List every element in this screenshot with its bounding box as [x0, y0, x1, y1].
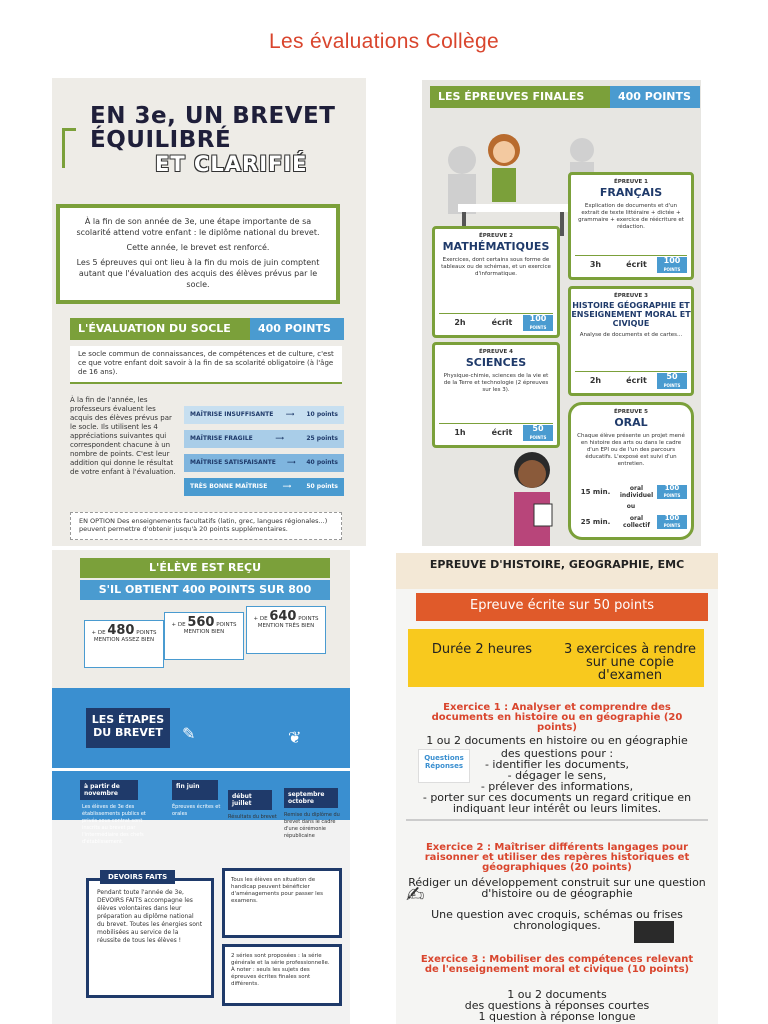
level-points: 40 points [306, 459, 338, 466]
epreuve-number: ÉPREUVE 3 [613, 293, 648, 299]
epreuve-duration: 1h [454, 428, 466, 437]
intro-text-2: Cette année, le brevet est renforcé. [126, 243, 270, 252]
eleve-recu-panel [52, 550, 350, 690]
panel1-title [90, 104, 335, 152]
epreuves-finales-panel [422, 80, 701, 546]
exercise3-text: 1 ou 2 documents des questions à réponses courtes 1 question à réponse longue [464, 988, 650, 1023]
epreuve-duration: 2h [454, 318, 466, 327]
step-text: Les élèves de 3e des établissements publics et privés sous contrat sont inscrits au brevet par l'intermédiaire des chefs d'établissement. [82, 804, 146, 845]
epreuve-number: ÉPREUVE 5 [613, 409, 648, 415]
arrow-icon: ⟶ [285, 411, 295, 418]
devoirs-faits-title: DEVOIRS FAITS [100, 870, 175, 884]
etapes-title: LES ÉTAPES DU BREVET [86, 708, 170, 748]
step-text: Résultats du brevet [228, 814, 277, 820]
mention-value: 560 [187, 615, 215, 630]
epreuve-type: oral collectif [623, 515, 650, 529]
step-text: Épreuves écrites et orales [172, 804, 221, 817]
histoire-geo-panel [396, 553, 718, 1024]
level-row [184, 478, 344, 496]
panel1-title-line3: ET CLARIFIÉ [155, 152, 308, 176]
mention-label: MENTION TRÈS BIEN [257, 623, 315, 629]
epreuve-type: oral individuel [619, 485, 654, 499]
level-label: MAÎTRISE INSUFFISANTE [190, 411, 274, 418]
epreuve-card-oral [568, 402, 694, 540]
epreuve-subject: HISTOIRE GÉOGRAPHIE ET ENSEIGNEMENT MORAL ET CIVIQUE [571, 301, 691, 328]
epreuve-type: écrit [491, 428, 513, 437]
level-points: 50 points [306, 483, 338, 490]
timeline-image [634, 921, 674, 943]
epreuve-desc: Physique-chimie, sciences de la vie et de la Terre et technologie (2 épreuves sur les 3). [443, 373, 549, 393]
exercise2-text: Rédiger un développement construit sur une question d'histoire ou de géographie Une question avec croquis, schémas ou frises chronologiques. [408, 876, 706, 932]
epreuve-type: écrit [626, 376, 647, 385]
series-box: 2 séries sont proposées : la série générale et la série professionnelle. À noter : seuls les sujets des épreuves écrites finales sont différents. [222, 944, 342, 1006]
epreuves-band: LES ÉPREUVES FINALES [430, 86, 610, 108]
level-points: 25 points [306, 435, 338, 442]
epreuve-card-maths [432, 226, 560, 338]
recu-band: L'ÉLÈVE EST REÇU [80, 558, 330, 578]
step-date: septembre octobre [284, 788, 338, 808]
histoire-geo-points: Epreuve écrite sur 50 points [416, 593, 708, 621]
step-date: à partir de novembre [80, 780, 138, 800]
step-text: Remise du diplôme du brevet dans le cadre d'une cérémonie républicaine [284, 812, 340, 839]
level-label: TRÈS BONNE MAÎTRISE [190, 483, 268, 490]
exercise1-title: Exercice 1 : Analyser et comprendre des documents en histoire ou en géographie (20 points) [431, 702, 683, 733]
panel1-title-line1: EN 3e, UN BREVET [90, 103, 336, 129]
epreuve-subject: SCIENCES [465, 356, 527, 369]
epreuve-desc: Analyse de documents et de cartes... [579, 332, 683, 338]
epreuve-card-histoire [568, 286, 694, 396]
step-date: fin juin [172, 780, 218, 800]
level-label: MAÎTRISE SATISFAISANTE [190, 459, 276, 466]
epreuve-footer [575, 371, 687, 389]
epreuve-card-sciences [432, 342, 560, 448]
epreuve-duration: 2h [589, 376, 602, 385]
epreuves-points: 400 POINTS [610, 86, 700, 108]
histoire-geo-info [408, 629, 704, 687]
mention-box: + DE 480 POINTS MENTION ASSEZ BIEN [84, 620, 164, 668]
mention-label: MENTION ASSEZ BIEN [93, 637, 155, 643]
step-date: début juillet [228, 790, 272, 810]
exercise2-title: Exercice 2 : Maîtriser différents langages pour raisonner et utiliser des repères historiques et géographiques (20 points) [424, 842, 690, 873]
intro-box [56, 204, 340, 304]
mention-box: + DE 640 POINTS MENTION TRÈS BIEN [246, 606, 326, 654]
socle-points: 400 POINTS [250, 318, 344, 340]
arrow-icon: ⟶ [286, 459, 296, 466]
epreuve-points: 50 POINTS [523, 425, 553, 441]
decorative-bracket [62, 128, 76, 168]
mention-label: MENTION BIEN [183, 629, 225, 635]
devoirs-faits-box: Pendant toute l'année de 3e, DEVOIRS FAITS accompagne les élèves volontaires dans leur préparation au diplôme national du brevet. Toutes les énergies sont mobilisées au service de la réussite de tous les élèves ! [86, 878, 214, 998]
level-row [184, 406, 344, 424]
level-row [184, 430, 344, 448]
writing-icon: ✍ [406, 883, 425, 908]
exercise3-title: Exercice 3 : Mobiliser des compétences relevant de l'enseignement moral et civique (10 points) [420, 954, 694, 975]
oral-individual-row [575, 483, 687, 501]
epreuve-number: ÉPREUVE 4 [478, 349, 513, 355]
exercise1-text: 1 ou 2 documents en histoire ou en géographie des questions pour : - identifier les documents, - dégager le sens, - prélever des informations, - porter sur ces documents un regard critique en indiquant leur intérêt ou leurs limites. [422, 734, 692, 815]
level-points: 10 points [306, 411, 338, 418]
epreuve-points: 50 POINTS [657, 373, 687, 389]
or-label: ou [626, 503, 636, 510]
epreuve-duration: 3h [589, 260, 602, 269]
epreuve-subject: ORAL [614, 416, 648, 429]
recu-threshold: S'IL OBTIENT 400 POINTS SUR 800 [80, 580, 330, 600]
option-text: EN OPTION Des enseignements facultatifs (latin, grec, langues régionales...) peuvent permettre d'obtenir jusqu'à 20 points supplémentaires. [70, 512, 342, 540]
arrow-icon: ⟶ [282, 483, 292, 490]
epreuve-card-francais [568, 172, 694, 280]
laurel-icon: ❦ [288, 728, 302, 747]
epreuve-desc: Explication de documents et d'un extrait de texte littéraire + dictée + grammaire + exercice de réécriture et rédaction. [578, 203, 684, 230]
epreuve-number: ÉPREUVE 2 [478, 233, 513, 239]
exercises-text: 3 exercices à rendre sur une copie d'examen [563, 642, 697, 683]
mention-value: 480 [107, 623, 135, 638]
page-title: Les évaluations Collège [269, 30, 499, 53]
handicap-box: Tous les élèves en situation de handicap peuvent bénéficier d'aménagements pour passer les examens. [222, 868, 342, 938]
epreuve-duration: 15 min. [580, 488, 611, 496]
histoire-geo-title: EPREUVE D'HISTOIRE, GEOGRAPHIE, EMC [396, 553, 718, 589]
intro-text-3: Les 5 épreuves qui ont lieu à la fin du mois de juin comptent autant que l'évaluation des acquis des élèves prévus par le socle. [76, 258, 320, 289]
epreuve-points: 100 POINTS [657, 485, 687, 499]
section-divider [406, 819, 708, 821]
epreuve-desc: Chaque élève présente un projet mené en histoire des arts ou dans le cadre d'un EPI ou de l'un des parcours éducatifs. L'exposé est suivi d'un entretien. [577, 433, 685, 467]
intro-text-1: À la fin de son année de 3e, une étape importante de sa scolarité attend votre enfant : le diplôme national du brevet. [76, 217, 320, 237]
questions-reponses-icon: Questions Réponses [418, 749, 470, 783]
pencil-icon: ✎ [182, 724, 196, 743]
epreuve-type: écrit [491, 318, 513, 327]
epreuve-duration: 25 min. [580, 518, 611, 526]
socle-text: Le socle commun de connaissances, de compétences et de culture, c'est ce que votre enfant doit savoir à la fin de sa scolarité obligatoire (à l'âge de 16 ans). [70, 346, 342, 384]
epreuve-subject: MATHÉMATIQUES [442, 240, 550, 253]
epreuve-points: 100 POINTS [523, 315, 553, 331]
epreuve-subject: FRANÇAIS [599, 186, 663, 199]
etapes-brevet-panel [52, 688, 350, 1024]
level-label: MAÎTRISE FRAGILE [190, 435, 253, 442]
epreuve-desc: Exercices, dont certains sous forme de tableaux ou de schémas, et un exercice d'informatique. [441, 257, 551, 277]
socle-band: L'ÉVALUATION DU SOCLE [70, 318, 250, 340]
level-row [184, 454, 344, 472]
mention-box: + DE 560 POINTS MENTION BIEN [164, 612, 244, 660]
epreuve-footer [439, 313, 553, 331]
evaluation-explanation: À la fin de l'année, les professeurs évaluent les acquis des élèves prévus par le socle. Ils utilisent les 4 appréciations suivantes qui correspondent chacune à un nombre de points. C'est leur addition qui donne le résultat de votre enfant à l'évaluation. [70, 396, 176, 476]
epreuve-points: 100 POINTS [657, 515, 687, 529]
epreuve-footer [439, 423, 553, 441]
epreuve-number: ÉPREUVE 1 [613, 179, 648, 185]
epreuve-points: 100 POINTS [657, 257, 687, 273]
duration-text: Durée 2 heures [431, 642, 533, 657]
oral-collective-row [575, 513, 687, 531]
brevet-infographic-panel [52, 78, 366, 546]
epreuve-type: écrit [626, 260, 647, 269]
panel1-title-line2: ÉQUILIBRÉ [90, 127, 232, 153]
arrow-icon: ⟶ [275, 435, 284, 442]
student-boy-illustration [502, 448, 562, 546]
timeline-line [52, 768, 350, 771]
epreuve-footer [575, 255, 687, 273]
mention-value: 640 [269, 609, 297, 624]
